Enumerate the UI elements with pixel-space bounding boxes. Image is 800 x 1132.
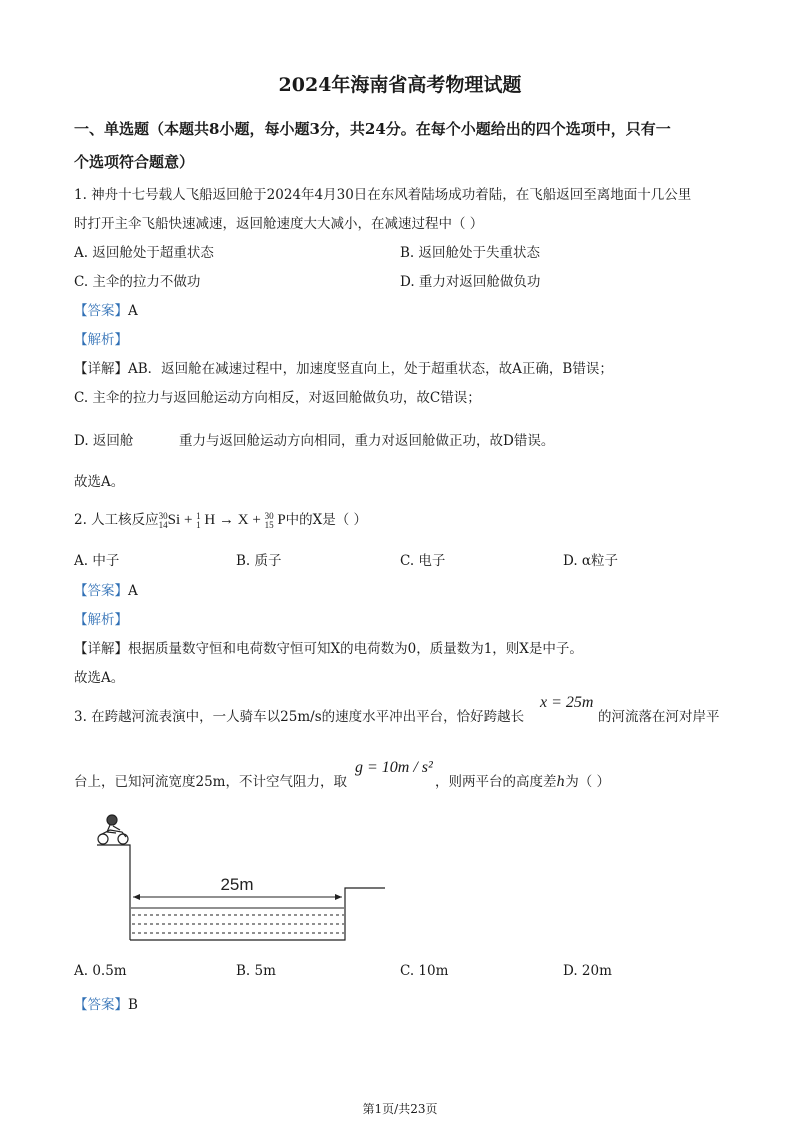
q2-conclusion: 故选A。 bbox=[74, 670, 125, 686]
h-symbol: H bbox=[204, 512, 216, 528]
q2-stem bbox=[74, 508, 367, 530]
q3-option-b: B. 5m bbox=[236, 963, 276, 979]
answer-tag: 【答案】 bbox=[74, 583, 128, 599]
q3-stem-line1b: 的河流落在河对岸平 bbox=[598, 709, 720, 725]
q3-stem-text: ，则两平台的高度差 bbox=[435, 774, 557, 790]
arrow-head-left bbox=[133, 894, 140, 900]
q3-option-c: C. 10m bbox=[400, 963, 449, 979]
q1-analysis-tag: 【解析】 bbox=[74, 332, 128, 348]
q1-option-d: D. 重力对返回舱做负功 bbox=[400, 274, 541, 290]
q1-conclusion: 故选A。 bbox=[74, 474, 125, 490]
left-platform bbox=[97, 845, 130, 940]
q1-answer bbox=[74, 299, 138, 319]
answer-value: A bbox=[128, 303, 138, 319]
si-atomic-number: 14 bbox=[158, 520, 168, 530]
motorcycle-rider-icon bbox=[98, 815, 128, 844]
detail-tag: 【详解】 bbox=[74, 641, 128, 657]
q3-stem-line1a: 3. 在跨越河流表演中，一人骑车以25m/s的速度水平冲出平台，恰好跨越长 bbox=[74, 709, 525, 725]
h-atomic-number: 1 bbox=[196, 520, 201, 530]
q1-option-b: B. 返回舱处于失重状态 bbox=[400, 245, 541, 261]
q1-option-c: C. 主伞的拉力不做功 bbox=[74, 274, 201, 290]
q2-answer bbox=[74, 579, 138, 599]
answer-tag: 【答案】 bbox=[74, 997, 128, 1013]
answer-tag: 【答案】 bbox=[74, 303, 128, 319]
page-title: 2024年海南省高考物理试题 bbox=[278, 74, 522, 96]
q3-answer bbox=[74, 993, 138, 1013]
si-mass-number: 30 bbox=[158, 511, 168, 521]
detail-text: AB．返回舱在减速过程中，加速度竖直向上，处于超重状态，故A正确，B错误； bbox=[128, 361, 613, 377]
q2-analysis-tag: 【解析】 bbox=[74, 612, 128, 628]
q2-option-d: D. α粒子 bbox=[563, 553, 619, 569]
q1-detail-1 bbox=[74, 357, 613, 377]
q1-detail-2: C. 主伞的拉力与返回舱运动方向相反，对返回舱做负功，故C错误； bbox=[74, 390, 481, 406]
arrow-head-right bbox=[335, 894, 342, 900]
page-footer: 第1页/共23页 bbox=[362, 1102, 438, 1116]
x-symbol: X bbox=[237, 512, 249, 528]
q2-option-a: A. 中子 bbox=[74, 553, 120, 569]
section-heading-line2: 个选项符合题意） bbox=[74, 153, 195, 171]
q1-detail-3b: 重力与返回舱运动方向相同，重力对返回舱做正功，故D错误。 bbox=[179, 433, 555, 449]
q2-option-b: B. 质子 bbox=[236, 553, 282, 569]
section-heading-line1: 一、单选题（本题共8小题，每小题3分，共24分。在每个小题给出的四个选项中，只有一 bbox=[74, 120, 671, 138]
h-mass-number: 1 bbox=[196, 511, 201, 521]
q1-option-a: A. 返回舱处于超重状态 bbox=[74, 245, 214, 261]
q3-eq-g: g = 10m / s² bbox=[355, 759, 433, 776]
river-bed bbox=[130, 888, 385, 940]
q2-suffix: 中的X是（ ） bbox=[285, 512, 368, 528]
q3-option-d: D. 20m bbox=[563, 963, 612, 979]
q2-reaction: 30 14Si + 1 1 H → X + 30 15 P bbox=[158, 511, 286, 530]
p-symbol: P bbox=[277, 512, 286, 528]
q3-figure bbox=[82, 810, 402, 950]
si-symbol: Si bbox=[167, 512, 181, 528]
p-mass-number: 30 bbox=[264, 511, 274, 521]
q1-detail-3a: D. 返回舱 bbox=[74, 433, 134, 449]
q3-stem-tail: 为（ ） bbox=[565, 774, 610, 790]
p-atomic-number: 15 bbox=[264, 520, 274, 530]
q1-stem-line1: 1. 神舟十七号载人飞船返回舱于2024年4月30日在东风着陆场成功着陆，在飞船返回至离地面十几公里 bbox=[74, 187, 692, 203]
answer-value: A bbox=[128, 583, 138, 599]
detail-tag: 【详解】 bbox=[74, 361, 128, 377]
q2-prefix: 2. 人工核反应 bbox=[74, 512, 159, 528]
q3-stem-line2a: 台上，已知河流宽度25m，不计空气阻力，取 bbox=[74, 774, 347, 790]
width-label: 25m bbox=[220, 875, 254, 894]
q2-detail bbox=[74, 637, 583, 657]
h-symbol: h bbox=[556, 774, 566, 790]
q1-stem-line2: 时打开主伞飞船快速减速，返回舱速度大大减小，在减速过程中（ ） bbox=[74, 216, 484, 232]
detail-text: 根据质量数守恒和电荷数守恒可知X的电荷数为0，质量数为1，则X是中子。 bbox=[128, 641, 583, 657]
q2-option-c: C. 电子 bbox=[400, 553, 446, 569]
q3-eq-x: x = 25m bbox=[540, 694, 594, 711]
q3-option-a: A. 0.5m bbox=[74, 963, 127, 979]
q3-stem-line2b bbox=[435, 770, 610, 790]
answer-value: B bbox=[128, 997, 138, 1013]
